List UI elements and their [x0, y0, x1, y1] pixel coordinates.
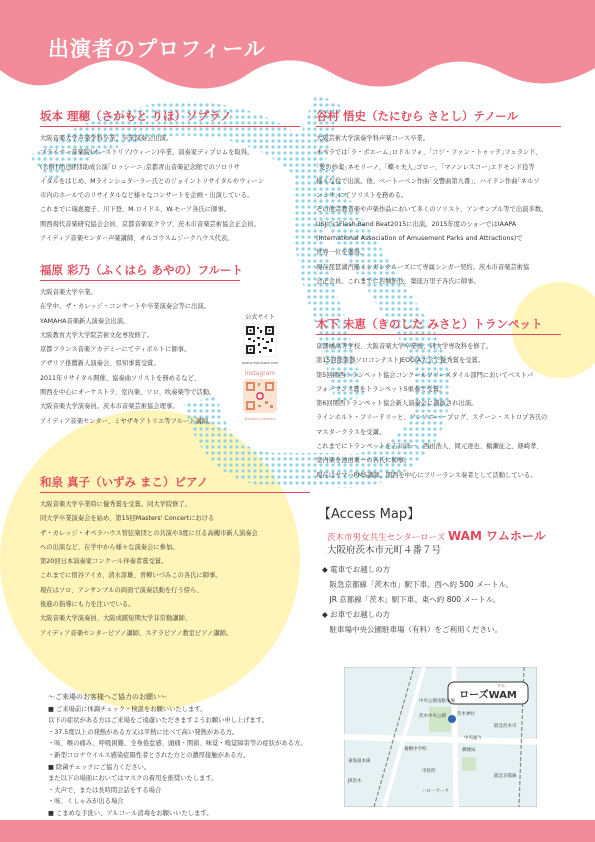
bio-line: 大阪音楽大学卒業時に優秀賞を受賞。同大学院修了。 [40, 501, 192, 508]
bio-line: 同大学卒業演奏会を始め、第15回Masters' Concertにおける [40, 515, 215, 523]
bio-line: (International Association of Amusement Parks and Attractions)で [316, 235, 523, 243]
bio-line: オペラでは｢ラ・ボエーム｣ロドルフォ、｢コジ・ファン・トゥッテ｣フェランド、 [316, 149, 542, 157]
bio-line: イタルをはじめ、Mラインシュターラー氏とのジョイントリサイタルやウィーン [40, 177, 264, 185]
bio-line: 現在はソロ、アンサンブルの両面で演奏活動を行う傍ら、 [40, 586, 203, 594]
qr-label: Instagram [244, 370, 276, 377]
map-label: 中央公園南駐車場 [419, 699, 455, 704]
notice-line: ■ 除菌チェックにご協力ください。 [48, 763, 151, 771]
notice-line: ・咳、くしゃみが出る場合 [48, 798, 124, 806]
bio-line: 関西現代音楽研究協会会員、京都音楽家クラブ、茨木市音楽芸術協会正会員。 [40, 220, 260, 228]
notice-line: ■ ご来場前に体調チェック・検温をお願いいたします。 [48, 705, 207, 713]
bio-line: 現在琵琶湖汽船ミシガンクルーズにて専属シンガー契約。茨木市音楽芸術協 [316, 263, 530, 271]
profile-name: 福原 彩乃（ふくはら あやの）フルート [40, 262, 240, 281]
profile-name: 坂本 理穂（さかもと りほ）ソプラノ [40, 108, 300, 127]
qr-code-icon [243, 323, 277, 357]
notice-line: ・大声で、または長時間会話をする場合 [48, 786, 162, 794]
bio-line: 大阪音楽大学演奏員。茨木市音楽芸術協会理事。 [40, 403, 179, 411]
map-label: ハローワーク [422, 789, 449, 794]
bio-line: 京都橘高等学校、大阪音楽大学卒業後、同大学専攻科を修了。 [316, 343, 493, 350]
access-map[interactable] [344, 667, 537, 807]
bio-line: 会正会員。これまでに岩城拓也、築座万里子各氏に師事。 [316, 277, 480, 285]
bio-line: 京都フランス音楽アカデミーにてディボルトに師事。 [40, 346, 191, 354]
bio-line: 在学中、ザ・カレッジ・コンサートや卒業演奏会等に出演。 [40, 303, 210, 311]
direction-line: 阪急京都線「茨木市」駅下車。西へ約 500 メートル。 [322, 580, 513, 589]
notice-line: ・37.5度以上の発熱がある方又は平熱に比べて高い発熱がある方。 [48, 728, 239, 736]
bio-line: 現在はヤマハPMS講師。関西を中心にフリーランス奏者として活動している。 [316, 471, 537, 479]
bio-line: ラインホルト・フリードリッヒ、アンソニー・プログ、ステーン・ストロプ各氏の [316, 414, 548, 422]
profile-bio [316, 132, 561, 289]
profile-tanimura [316, 108, 561, 289]
bio-line: アザリア推薦新人演奏会、県知事賞受賞。 [40, 360, 160, 368]
bio-line: これまでにトランペットを吉川洋一、西田浩人、岡元達也、槇瀬征之、篠崎孝、 [316, 443, 543, 451]
bio-line: 大阪芸術大学演奏学科声楽コース卒業。 [316, 135, 430, 142]
bio-line: への出演など、在学中から様々な演奏会に参加。 [40, 543, 179, 551]
profile-name: 和泉 真子（いずみ まこ）ピアノ [40, 474, 310, 493]
map-label: 阪急茨木市 [494, 724, 517, 729]
bio-line: 第20回日本演奏家コンクール伴奏者賞受賞。 [40, 558, 168, 566]
notice-line: ・咳、喉の痛み、呼吸困難、全身倦怠感、頭痛・関節、味覚・嗅覚障害等の症状がある方。 [48, 740, 307, 748]
profile-sakamoto [40, 108, 300, 246]
profile-bio [40, 498, 310, 641]
bio-line: 大阪音楽大学卒業。 [40, 289, 97, 296]
access-address: 大阪府茨木市元町４番７号 [327, 545, 442, 556]
direction-line: 駐車場中央公園駐車場（有料）をご利用ください。 [322, 625, 502, 634]
bio-line: (公財)青山財団助成公演｢ロッシーニ｣京都青山音楽記念館でのソロリサ [40, 163, 240, 171]
access-title: 【Access Map】 [318, 507, 421, 522]
notice-line: ■ こまめな手洗い、アルコール消毒をお願いいたします。 [48, 809, 213, 817]
bio-line: 第6回関西トランペット協会新人演奏会に選抜され出演。 [316, 400, 478, 408]
direction-line: ◆ お車でお越しの方 [322, 610, 391, 619]
bio-line: 市内のホールでのリサイタルなど様々なコンサートを企画・出演している。 [40, 192, 254, 200]
visitor-notice [48, 692, 307, 820]
profile-bio [316, 340, 561, 483]
qr-code-icon [243, 379, 277, 413]
direction-line: JR 京都線「茨木」駅下車。東へ約 800 メートル。 [322, 595, 501, 604]
page-title: 出演者のプロフィール [48, 37, 266, 61]
venue-main: WAM ワムホール [447, 529, 546, 543]
notice-title: ～ご来場のお客様へご協力のお願い～ [48, 693, 167, 701]
notice-line: ・新型コロナウイルス感染症陽性者とされた方との濃厚接触がある方。 [48, 751, 250, 759]
notice-line: また以下の場面においてはマスクの着用を推奨いたします。 [48, 775, 218, 783]
map-label: 東海道本線 [348, 759, 371, 764]
bio-line: 世界一位を獲得。 [316, 249, 367, 257]
bio-line: その他宗教音楽や声楽作品において多くのソリスト、アンサンブル等で出演多数。 [316, 206, 548, 214]
map-label: 郵便局 [462, 748, 476, 753]
bio-line: 大阪音楽大学声楽学科卒業、卒業演奏会出演。 [40, 135, 173, 142]
map-label: 阪急京都線 [494, 774, 517, 779]
notice-line: 以下の症状がある方はご来場をご遠慮いただきますようお願い申し上げます。 [48, 717, 268, 725]
bio-line: USJではFlash Band Beat2015に出演。2015年度のショーではIAAPA [316, 220, 517, 228]
map-label: 茨木中央公園 [419, 714, 446, 719]
bio-line: 第5回関西トランペット協会コンクールフリースタイル部門においてベストパ [316, 371, 534, 379]
profile-bio [40, 286, 240, 429]
footer-bar [0, 820, 595, 842]
map-label: 茨木神社 [457, 712, 475, 717]
profile-name: 谷村 悟史（たにむら さとし）テノール [316, 108, 561, 127]
bio-line: アイディア音楽センター声楽講師、オルゴウスムジーク八ウス代表。 [40, 235, 234, 243]
qr-url: ayano-fukuhara.com [241, 361, 279, 365]
profile-name: 木下 未恵（きのした みさと）トランペット [316, 316, 561, 335]
bio-line: 大阪教育大学大学院芸術文化専攻修了。 [40, 331, 154, 339]
map-label: 養精中学校 [404, 747, 427, 752]
venue-pin-icon [448, 715, 456, 723]
bio-line: 2011年リサイタル開催、協奏曲ソリストを務めるなど、 [40, 374, 201, 382]
qr-url: @ayano_fukuhara [244, 417, 276, 421]
map-venue-label: ローズWAM [459, 690, 517, 701]
bio-line: 大阪音楽大学演奏員、大阪成蹊短期大学非常勤講師、 [40, 615, 192, 623]
bio-line: アイディア音楽センターピアノ講師、ステラピアノ教室ピアノ講師。 [40, 629, 233, 637]
bio-line: ンミサ｣にてソリストを務める。 [316, 192, 408, 200]
access-directions [322, 562, 513, 637]
qr-instagram[interactable] [238, 370, 282, 421]
direction-line: ◆ 電車でお越しの方 [322, 565, 391, 574]
profile-kinoshita [316, 316, 561, 483]
map-label: 市役所 [422, 769, 436, 774]
map-label: JR茨木 [348, 779, 362, 784]
bio-line: 様々な役で出演。他、ベートーベン作曲｢交響曲第九番｣、ハイドン作曲｢ネルソ [316, 177, 540, 185]
bio-line: 室内楽を池田重一の各氏に師事。 [316, 457, 411, 465]
profile-bio [40, 132, 300, 246]
bio-line: ｢愛の妙薬｣ネモリーノ、｢蝶々夫人｣ゴロー、｢マノンレスコー｣エドモンド役等 [316, 163, 535, 171]
bio-line: 関西を中心にオーケストラ、室内楽、ソロ、吹奏楽等で活動。 [40, 389, 216, 397]
bio-line: フォーマンス賞をトランペット5重奏で受賞。 [316, 385, 446, 393]
map-venue-reading: ワム [497, 683, 505, 688]
venue-prefix: 茨木市男女共生センターローズ [327, 533, 446, 543]
bio-line: これまでに宿谷アイカ、清水淳雄、青柳いづみこの各氏に師事。 [40, 572, 222, 580]
bio-line: YAMAHA音楽新人演奏会出演。 [40, 317, 130, 325]
qr-official-site[interactable] [238, 312, 282, 365]
profile-izumi [40, 474, 310, 641]
bio-line: マスタークラスを受講。 [316, 428, 386, 436]
profile-fukuhara [40, 262, 244, 429]
bio-line: ザ・カレッジ・オペラハウス管弦楽団との共演や3度に亘る高槻市新人演奏会 [40, 529, 258, 537]
bio-line: アイディア音楽センター、ミヤザキアトリエ等フルート講師。 [40, 417, 215, 425]
qr-label: 公式サイト [245, 314, 275, 321]
bio-line: 後進の指導にも力を注いでいる。 [40, 601, 135, 609]
bio-line: ブライナー音楽院(オーストリア/ウィーン)卒業、演奏家ディプロムを取得。 [40, 149, 254, 157]
map-label: 中央通り [464, 736, 482, 741]
bio-line: 第15回熊楽器ソロコンテストJEOGIA大会で優秀賞を受賞。 [316, 357, 485, 365]
bio-line: これまでに瑞恵慶子、川下登、M.ロイドル、W.モーア各氏に師事。 [40, 206, 230, 214]
